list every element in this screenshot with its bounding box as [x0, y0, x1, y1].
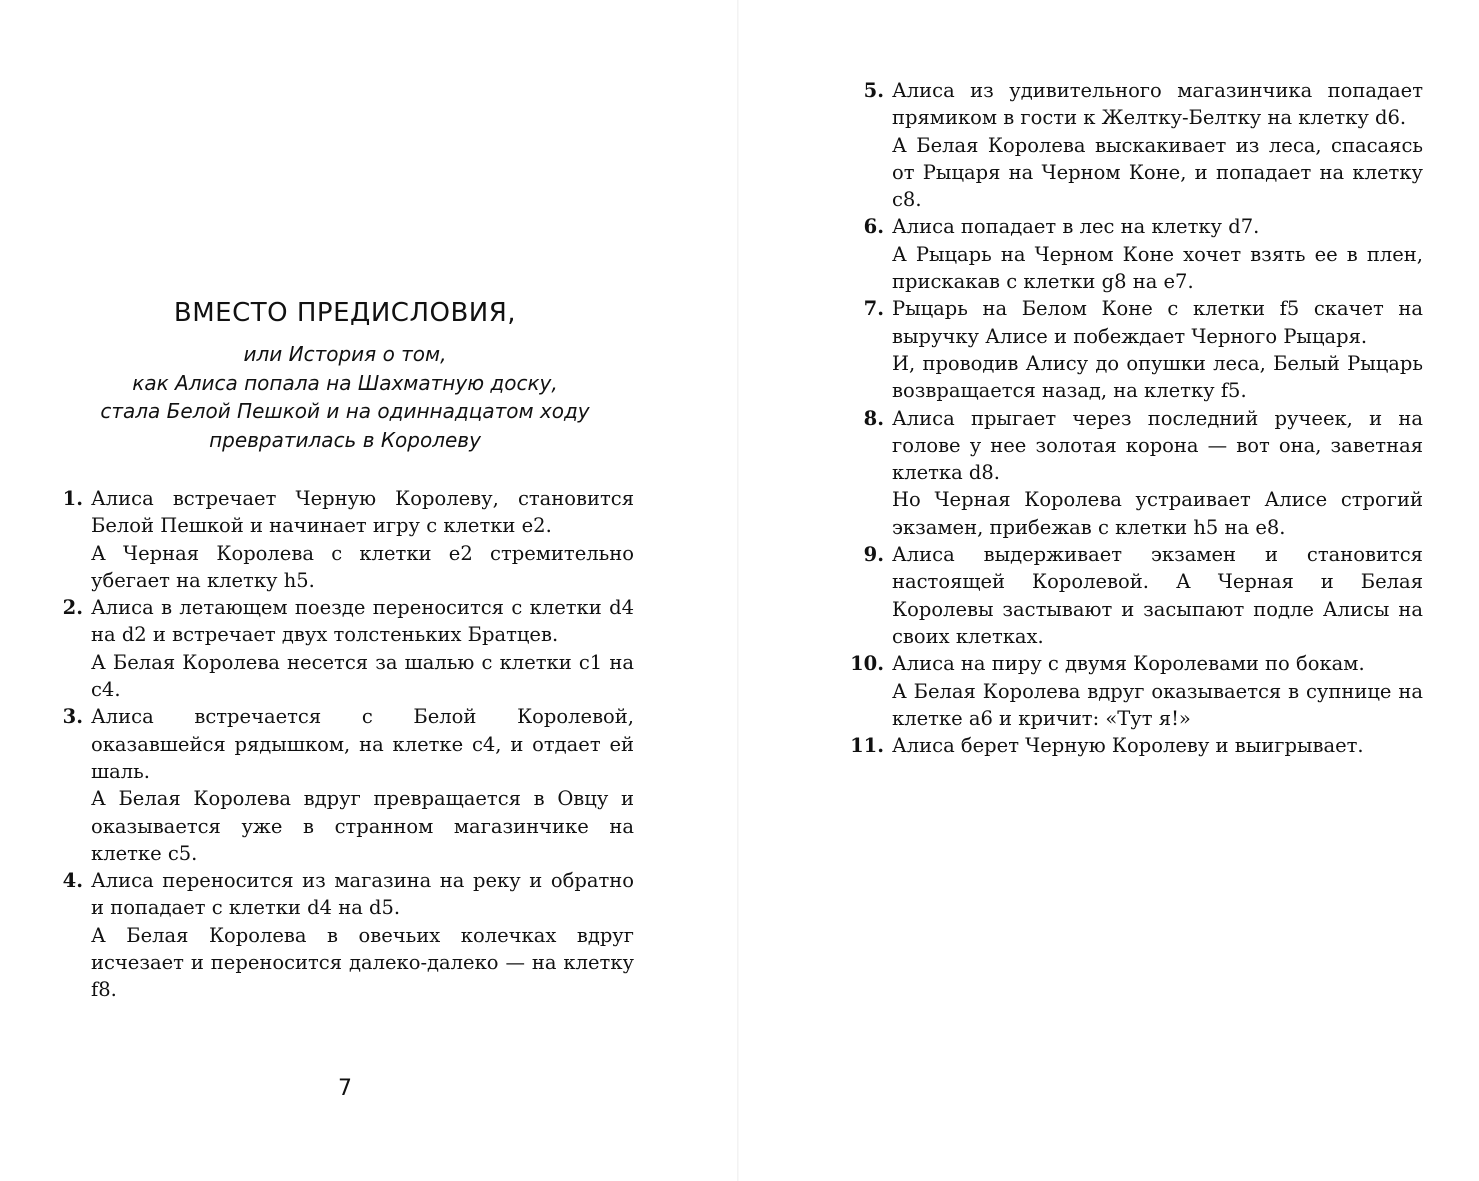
move-entry	[44, 594, 634, 703]
move-number: 2.	[62, 596, 83, 620]
move-entry	[845, 732, 1423, 759]
move-number: 9.	[863, 543, 884, 567]
move-number: 8.	[863, 406, 884, 430]
move-paragraph: И, проводив Алису до опушки леса, Белый Рыцарь возвращается назад, на клетку f5.	[892, 351, 1423, 403]
move-paragraph: А Белая Королева несется за шалью с клетки c1 на c4.	[91, 650, 634, 702]
chapter-title: ВМЕСТО ПРЕДИСЛОВИЯ,	[173, 298, 517, 328]
move-paragraph: А Рыцарь на Черном Коне хочет взять ее в плен, прискакав с клетки g8 на e7.	[892, 242, 1423, 294]
move-paragraph: Алиса прыгает через последний ручеек, и на голове у нее золотая корона — вот она, заветная клетка d8.	[892, 406, 1423, 485]
move-text	[892, 650, 1423, 732]
move-paragraph: Алиса встречает Черную Королеву, становится Белой Пешкой и начинает игру с клетки e2.	[91, 487, 634, 538]
move-entry	[845, 405, 1423, 541]
subtitle-line: или История о том,	[243, 342, 447, 366]
page-number: 7	[338, 1076, 352, 1101]
chapter-heading	[60, 296, 630, 454]
move-list-right	[845, 77, 1423, 759]
move-text	[892, 541, 1423, 650]
move-paragraph: А Белая Королева в овечьих колечках вдруг исчезает и переносится далеко-далеко — на клетку f8.	[91, 923, 634, 1002]
move-number: 10.	[850, 652, 884, 676]
move-number: 4.	[62, 869, 83, 893]
move-paragraph: А Белая Королева вдруг оказывается в супнице на клетке a6 и кричит: «Тут я!»	[892, 679, 1423, 730]
move-number: 6.	[863, 215, 884, 239]
move-paragraph: Алиса берет Черную Королеву и выигрывает.	[892, 734, 1364, 758]
move-paragraph: Алиса переносится из магазина на реку и обратно и попадает с клетки d4 на d5.	[91, 869, 634, 920]
move-entry	[845, 295, 1423, 404]
move-list-left	[44, 485, 634, 1004]
move-text	[91, 867, 634, 1003]
chapter-subtitle	[60, 340, 630, 454]
subtitle-line: стала Белой Пешкой и на одиннадцатом ходу	[100, 399, 590, 423]
move-text	[892, 732, 1423, 759]
move-text	[892, 405, 1423, 541]
move-text	[91, 703, 634, 867]
move-text	[91, 485, 634, 594]
move-paragraph: Алиса выдерживает экзамен и становится настоящей Королевой. А Черная и Белая Королевы застывают и засыпают подле Алисы на своих клетках.	[892, 543, 1423, 648]
move-entry	[845, 650, 1423, 732]
move-number: 3.	[62, 705, 83, 729]
move-text	[892, 213, 1423, 295]
move-text	[91, 594, 634, 703]
move-number: 1.	[62, 487, 83, 510]
move-paragraph: Алиса в летающем поезде переносится с клетки d4 на d2 и встречает двух толстеньких Братцев.	[91, 596, 634, 647]
move-text	[892, 295, 1423, 404]
subtitle-line: превратилась в Королеву	[209, 427, 481, 452]
move-text	[892, 77, 1423, 213]
move-entry	[44, 867, 634, 1003]
move-number: 11.	[850, 734, 884, 758]
move-entry	[44, 703, 634, 867]
move-paragraph: А Белая Королева выскакивает из леса, спасаясь от Рыцаря на Черном Коне, и попадает на клетку c8.	[892, 133, 1423, 212]
move-paragraph: Но Черная Королева устраивает Алисе строгий экзамен, прибежав с клетки h5 на e8.	[892, 488, 1423, 539]
left-page	[0, 0, 738, 1181]
subtitle-line: как Алиса попала на Шахматную доску,	[132, 370, 558, 395]
move-paragraph: Алиса попадает в лес на клетку d7.	[892, 215, 1260, 239]
move-entry	[845, 541, 1423, 650]
move-paragraph: Рыцарь на Белом Коне с клетки f5 скачет на выручку Алисе и побеждает Черного Рыцаря.	[892, 297, 1423, 348]
move-entry	[44, 485, 634, 594]
move-paragraph: Алиса на пиру с двумя Королевами по бокам.	[892, 652, 1365, 676]
move-entry	[845, 77, 1423, 213]
move-paragraph: А Белая Королева вдруг превращается в Овцу и оказывается уже в странном магазинчике на клетке c5.	[91, 787, 634, 865]
move-paragraph: А Черная Королева с клетки e2 стремительно убегает на клетку h5.	[91, 541, 634, 592]
move-paragraph: Алиса встречается с Белой Королевой, оказавшейся рядышком, на клетке c4, и отдает ей шаль.	[91, 705, 634, 783]
move-number: 7.	[863, 297, 884, 321]
move-number: 5.	[863, 79, 884, 102]
right-page	[739, 0, 1479, 1181]
move-paragraph: Алиса из удивительного магазинчика попадает прямиком в гости к Желтку-Белтку на клетку d6.	[892, 79, 1423, 130]
move-entry	[845, 213, 1423, 295]
